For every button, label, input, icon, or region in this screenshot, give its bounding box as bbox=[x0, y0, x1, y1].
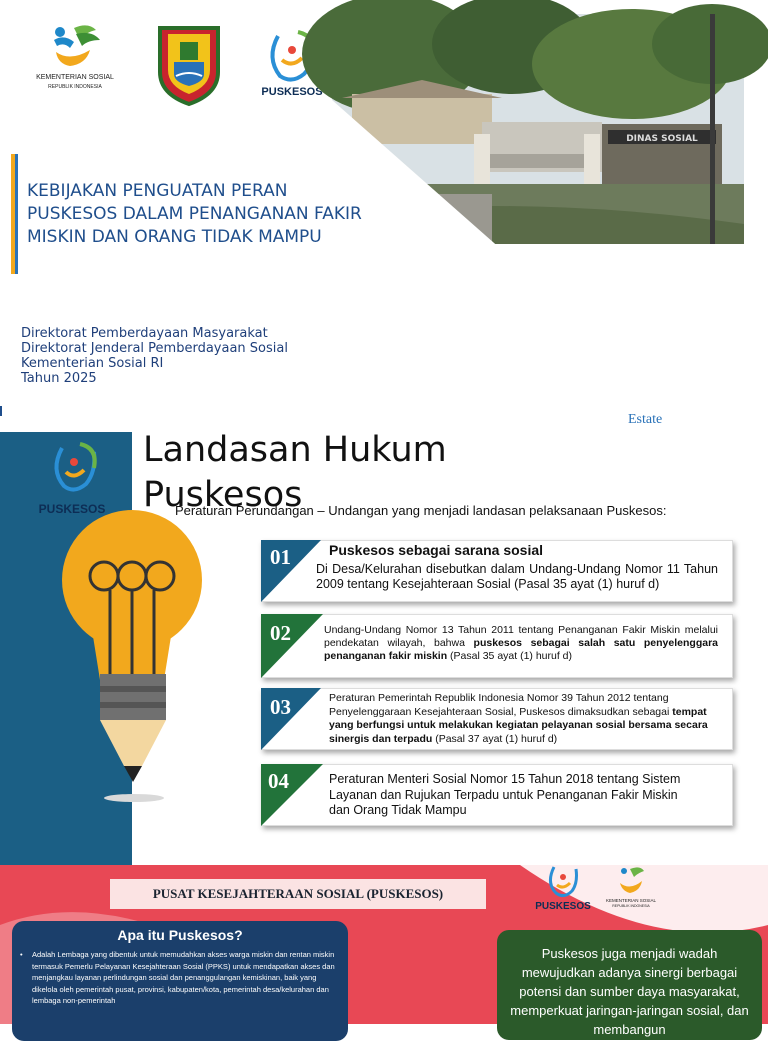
card-text-part: Undang-Undang Nomor 13 Tahun 2011 tentang Penanganan Fakir Miskin melalui pendekatan wilayah, bahwa bbox=[324, 624, 718, 649]
org-line: Kementerian Sosial RI bbox=[21, 356, 164, 371]
puskesos-logo-text: PUSKESOS bbox=[535, 901, 591, 912]
slide-puskesos-overview bbox=[0, 865, 768, 1037]
card-text-part: Peraturan Pemerintah Republik Indonesia Nomor 39 Tahun 2012 tentang Penyelenggaraan Kesejahteraan Sosial, Puskesos dimaksudkan sebagai bbox=[329, 692, 673, 718]
cover-title bbox=[27, 180, 427, 249]
bullet-icon: • bbox=[20, 950, 23, 959]
slide-subtitle: Peraturan Perundangan – Undangan yang menjadi landasan pelaksanaan Puskesos: bbox=[175, 503, 667, 518]
cover-edge-mark bbox=[0, 406, 2, 416]
cover-title-line: MISKIN DAN ORANG TIDAK MAMPU bbox=[27, 227, 322, 247]
card-text: Di Desa/Kelurahan disebutkan dalam Undang-Undang Nomor 11 Tahun 2009 tentang Kesejahteraan Sosial (Pasal 35 ayat (1) huruf d) bbox=[316, 562, 718, 591]
box-body bbox=[20, 949, 338, 1007]
kemensos-logo-line1: KEMENTERIAN SOSIAL bbox=[36, 74, 114, 81]
card-number: 01 bbox=[270, 545, 291, 569]
title-accent-bar bbox=[11, 154, 21, 274]
office-sign-text: DINAS SOSIAL bbox=[626, 134, 698, 144]
kemensos-emblem-icon bbox=[30, 20, 120, 72]
slide3-banner bbox=[110, 879, 486, 909]
slide-legal-basis bbox=[0, 432, 768, 865]
cutoff-text: Estate bbox=[628, 412, 663, 427]
org-line: Direktorat Pemberdayaan Masyarakat bbox=[21, 326, 268, 341]
title-line: Puskesos bbox=[143, 475, 303, 515]
legal-card-04 bbox=[261, 764, 733, 826]
cover-organization bbox=[21, 326, 288, 386]
regional-coat-of-arms bbox=[154, 24, 224, 106]
org-line: Direktorat Jenderal Pemberdayaan Sosial bbox=[21, 341, 288, 356]
card-text-bold: puskesos sebagai salah satu penyelenggara penanganan fakir miskin bbox=[324, 637, 719, 662]
puskesos-logo-small bbox=[30, 440, 114, 520]
card-text bbox=[324, 624, 718, 663]
what-is-puskesos-box bbox=[12, 921, 348, 1041]
puskesos-synergy-box bbox=[497, 930, 762, 1040]
kemensos-logo-line1: KEMENTERIAN SOSIAL bbox=[605, 898, 656, 903]
kemensos-logo-slide3 bbox=[598, 865, 664, 915]
card-number: 04 bbox=[268, 769, 289, 793]
slide-cover bbox=[0, 0, 768, 432]
card-number: 02 bbox=[270, 621, 291, 645]
puskesos-logo-text: PUSKESOS bbox=[38, 502, 106, 516]
org-line: Tahun 2025 bbox=[21, 371, 97, 386]
box-body-text: Puskesos juga menjadi wadah mewujudkan adanya sinergi berbagai potensi dan sumber daya masyarakat, memperkuat jaringan-jaringan sosial, dan membangun bbox=[510, 946, 749, 1037]
card-text: Peraturan Menteri Sosial Nomor 15 Tahun 2018 tentang Sistem Layanan dan Rujukan Terpadu untuk Penanganan Fakir Miskin dan Orang Tidak Mampu bbox=[329, 772, 681, 817]
kemensos-logo bbox=[30, 20, 120, 95]
card-number: 03 bbox=[270, 695, 291, 719]
kemensos-logo-line2: REPUBLIK INDONESIA bbox=[48, 84, 102, 90]
legal-card-01 bbox=[261, 540, 733, 602]
card-text-part: (Pasal 35 ayat (1) huruf d) bbox=[447, 650, 573, 662]
puskesos-logo-text: PUSKESOS bbox=[261, 86, 323, 98]
box-body-text: Adalah Lembaga yang dibentuk untuk memudahkan akses warga miskin dan rentan miskin termasuk Pemerlu Pelayanan Kesejahteraan Sosial (PPKS) untuk mendapatkan akses dan menjangkau layanan perlindungan sosial dan penanggulangan kemiskinan, baik yang dikelola oleh pemerintah pusat, provinsi, kabupaten/kota, pemerintah desa/kelurahan dan lembaga non-pemerintah bbox=[32, 950, 335, 1005]
card-heading: Puskesos sebagai sarana sosial bbox=[329, 542, 544, 558]
puskesos-logo-slide3 bbox=[532, 865, 594, 915]
puskesos-emblem-icon bbox=[44, 442, 104, 496]
box-heading: Apa itu Puskesos? bbox=[117, 927, 243, 943]
cover-title-line: KEBIJAKAN PENGUATAN PERAN bbox=[27, 181, 288, 201]
legal-card-02 bbox=[261, 614, 733, 678]
title-line: Landasan Hukum bbox=[143, 430, 447, 470]
lightbulb-pencil-icon bbox=[60, 510, 210, 810]
kemensos-logo-line2: REPUBLIK INDONESIA bbox=[612, 904, 650, 908]
cover-title-line: PUSKESOS DALAM PENANGANAN FAKIR bbox=[27, 204, 362, 224]
card-text bbox=[329, 692, 709, 746]
banner-title: PUSAT KESEJAHTERAAN SOSIAL (PUSKESOS) bbox=[152, 886, 444, 901]
card-text-bold: tempat yang berfungsi untuk melakukan kegiatan pelayanan sosial bersama secara sinergis dan terpadu bbox=[329, 705, 708, 745]
puskesos-emblem-icon bbox=[542, 865, 582, 899]
card-text-part: (Pasal 37 ayat (1) huruf d) bbox=[432, 732, 558, 745]
legal-card-03 bbox=[261, 688, 733, 750]
coat-of-arms-icon bbox=[154, 24, 224, 106]
kemensos-emblem-icon bbox=[612, 865, 650, 897]
